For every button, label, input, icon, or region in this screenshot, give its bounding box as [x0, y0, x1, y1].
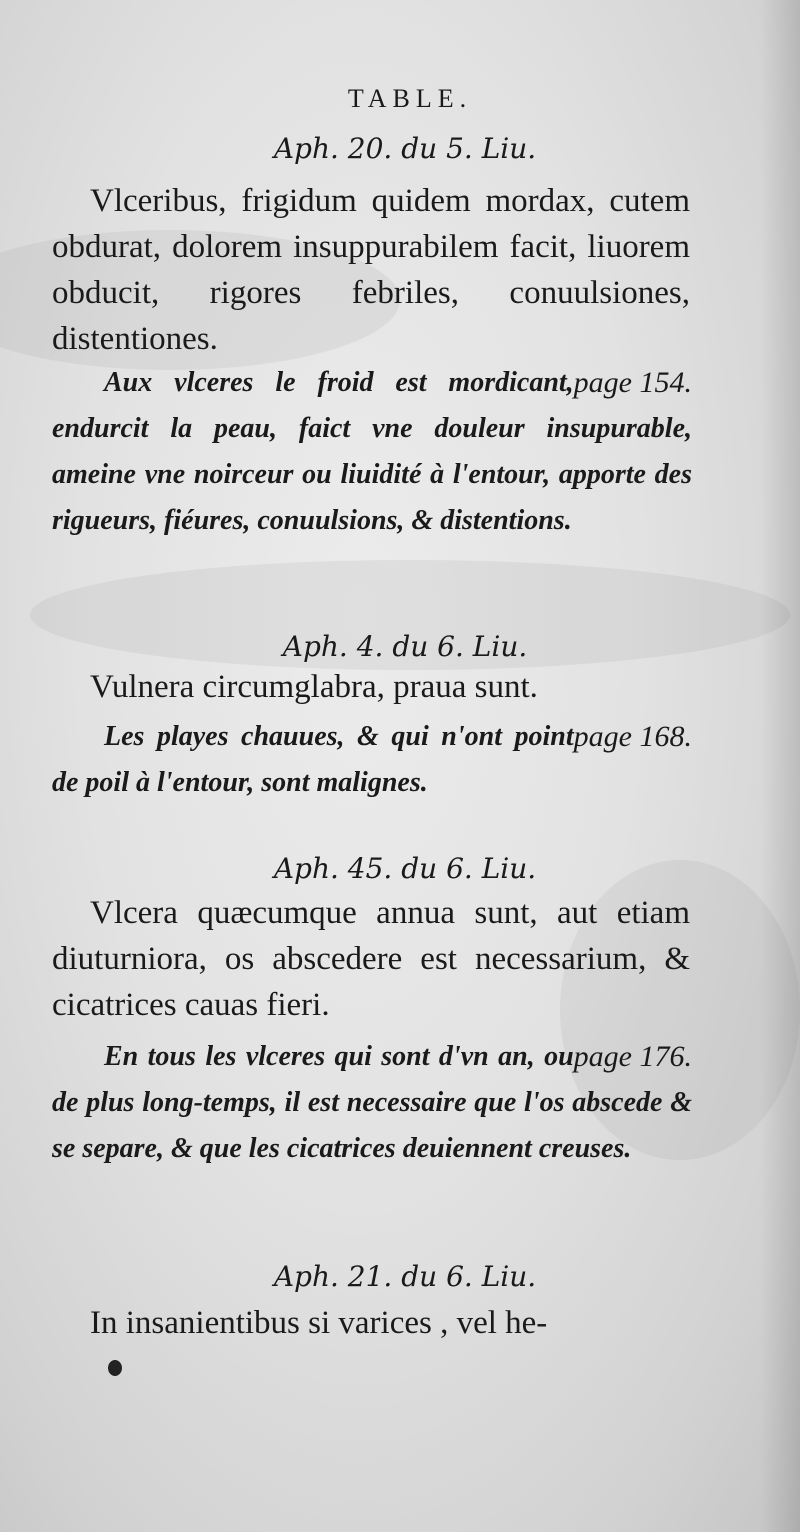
aphorism-heading: Aph. 4. du 6. Liu. — [282, 630, 528, 663]
french-translation — [52, 360, 692, 544]
french-translation — [52, 1034, 692, 1172]
latin-aphorism: Vlceribus, frigidum quidem mordax, cutem obdurat, dolorem insuppurabilem facit, liuorem obducit, rigores febriles, conuulsiones, distentiones. — [52, 183, 690, 357]
french-text: Aux vlceres le froid est mordicant, endurcit la peau, faict vne douleur insupurable, ameine vne noirceur ou liuidité à l'entour, apporte des rigueurs, fiéures, conuulsions, & distentions. — [52, 367, 692, 536]
french-translation — [52, 714, 692, 806]
french-text: Les playes chauues, & qui n'ont point de poil à l'entour, sont malignes. — [52, 721, 574, 798]
page-reference: page 154. — [573, 366, 692, 399]
page-reference: page 168. — [573, 720, 692, 753]
page-reference: page 176. — [573, 1040, 692, 1073]
french-text: En tous les vlceres qui sont d'vn an, ou de plus long-temps, il est necessaire que l'os abscede & se separe, & que les cicatrices deuiennent creuses. — [52, 1041, 692, 1164]
ink-spot — [108, 1360, 122, 1376]
aphorism-heading: Aph. 21. du 6. Liu. — [273, 1260, 537, 1293]
latin-aphorism: In insanientibus si varices , vel he- — [90, 1305, 548, 1341]
aphorism-heading: Aph. 45. du 6. Liu. — [273, 852, 537, 885]
latin-aphorism: Vlcera quæcumque annua sunt, aut etiam diuturniora, os abscedere est necessarium, & cicatrices cauas fieri. — [52, 895, 690, 1023]
aphorism-heading: Aph. 20. du 5. Liu. — [273, 132, 537, 165]
page-edge-shadow — [760, 0, 800, 1532]
running-head: TABLE. — [347, 84, 473, 113]
latin-aphorism: Vulnera circumglabra, praua sunt. — [90, 669, 538, 705]
